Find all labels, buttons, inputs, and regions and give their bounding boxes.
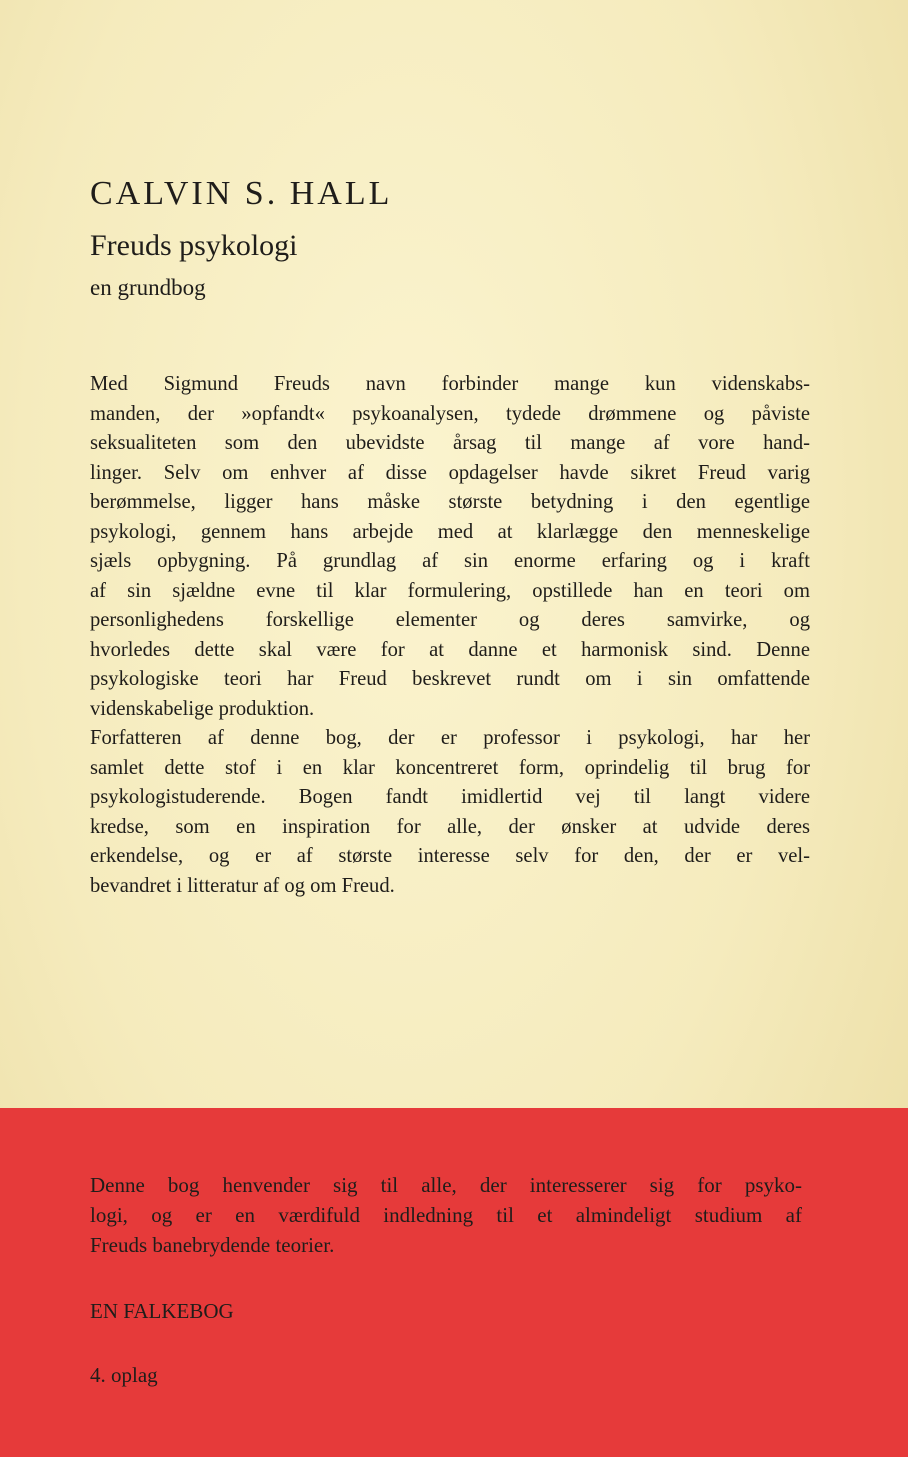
band-line: logi, og er en værdifuld indledning til et almindeligt studium af — [90, 1203, 802, 1227]
band-line: Freuds banebrydende teorier. — [90, 1233, 335, 1257]
author-name: CALVIN S. HALL — [90, 175, 393, 212]
description-line: linger. Selv om enhver af disse opdagelser havde sikret Freud varig — [90, 461, 810, 484]
edition-label: 4. oplag — [90, 1363, 158, 1387]
description-line: Forfatteren af denne bog, der er professor i psykologi, har her — [90, 727, 810, 749]
description-line: personlighedens forskellige elementer og deres samvirke, og — [90, 609, 810, 631]
description-line: kredse, som en inspiration for alle, der ønsker at udvide deres — [90, 815, 810, 838]
description-line: samlet dette stof i en klar koncentreret form, oprindelig til brug for — [90, 756, 810, 779]
description-line: hvorledes dette skal være for at danne et harmonisk sind. Denne — [90, 638, 810, 661]
description-line: Med Sigmund Freuds navn forbinder mange kun videnskabs- — [90, 373, 810, 395]
description-line: seksualiteten som den ubevidste årsag til mange af vore hand- — [90, 432, 810, 454]
description-line: psykologistuderende. Bogen fandt imidlertid vej til langt videre — [90, 786, 810, 808]
band-text — [90, 1170, 802, 1260]
book-title: Freuds psykologi — [90, 229, 298, 262]
red-band — [0, 1108, 908, 1457]
book-subtitle: en grundbog — [90, 275, 206, 300]
description-line: erkendelse, og er af største interesse selv for den, der er vel- — [90, 845, 810, 867]
band-line: Denne bog henvender sig til alle, der interesserer sig for psyko- — [90, 1173, 802, 1197]
description-text — [90, 370, 810, 901]
description-line: berømmelse, ligger hans måske største betydning i den egentlige — [90, 491, 810, 513]
description-line: manden, der »opfandt« psykoanalysen, tydede drømmene og påviste — [90, 402, 810, 425]
description-line: psykologiske teori har Freud beskrevet rundt om i sin omfattende — [90, 668, 810, 690]
description-line: sjæls opbygning. På grundlag af sin enorme erfaring og i kraft — [90, 550, 810, 572]
description-line: videnskabelige produktion. — [90, 697, 315, 720]
description-line: psykologi, gennem hans arbejde med at klarlægge den menneskelige — [90, 520, 810, 543]
description-line: bevandret i litteratur af og om Freud. — [90, 874, 395, 897]
publisher-label: EN FALKEBOG — [90, 1299, 234, 1323]
description-line: af sin sjældne evne til klar formulering, opstillede han en teori om — [90, 579, 810, 602]
